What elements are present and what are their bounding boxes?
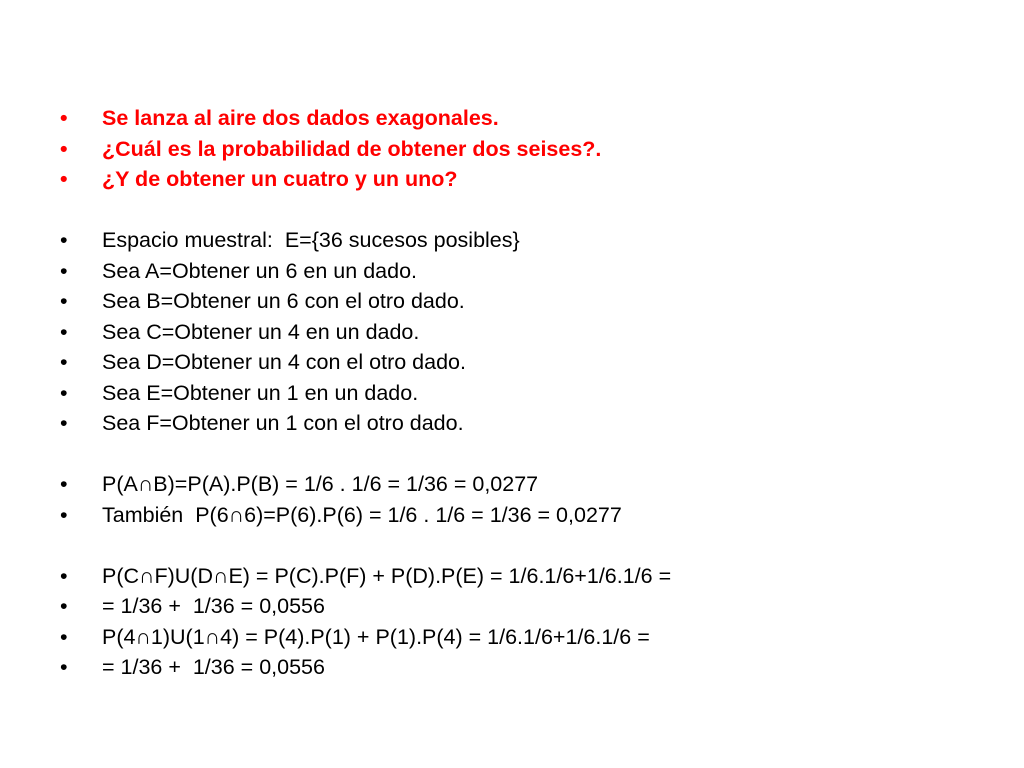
bullet-icon: • (60, 228, 68, 252)
event-item (58, 317, 998, 348)
formula-item (58, 652, 998, 683)
event-text: Espacio muestral: E={36 sucesos posibles} (102, 228, 520, 252)
bullet-icon: • (60, 411, 68, 435)
question-item (58, 164, 998, 195)
event-text: Sea B=Obtener un 6 con el otro dado. (102, 289, 465, 313)
bullet-icon: • (60, 472, 68, 496)
event-text: Sea E=Obtener un 1 en un dado. (102, 380, 419, 405)
event-text: Sea A=Obtener un 6 en un dado. (102, 258, 417, 283)
event-item (58, 408, 998, 439)
formula-text: P(A∩B)=P(A).P(B) = 1/6 . 1/6 = 1/36 = 0,0277 (102, 472, 539, 496)
formula-item (58, 469, 998, 500)
event-text: Sea F=Obtener un 1 con el otro dado. (102, 411, 464, 435)
bullet-icon: • (60, 258, 68, 283)
bullet-icon: • (60, 167, 68, 191)
formula-item (58, 500, 998, 531)
question-text: ¿Y de obtener un cuatro y un uno? (102, 167, 458, 191)
event-item (58, 286, 998, 317)
formula-text: = 1/36 + 1/36 = 0,0556 (102, 655, 325, 679)
bullet-icon: • (60, 563, 68, 588)
event-item (58, 347, 998, 378)
formula-text: P(4∩1)U(1∩4) = P(4).P(1) + P(1).P(4) = 1/6.1/6+1/6.1/6 = (102, 624, 650, 649)
event-text: Sea D=Obtener un 4 con el otro dado. (102, 350, 466, 374)
event-item (58, 225, 998, 256)
formula-text: = 1/36 + 1/36 = 0,0556 (102, 594, 325, 618)
formula-text: También P(6∩6)=P(6).P(6) = 1/6 . 1/6 = 1/36 = 0,0277 (102, 502, 622, 527)
event-item (58, 378, 998, 409)
question-text: Se lanza al aire dos dados exagonales. (102, 106, 499, 130)
question-text: ¿Cuál es la probabilidad de obtener dos seises?. (102, 136, 602, 161)
bullet-icon: • (60, 136, 68, 161)
event-item (58, 256, 998, 287)
question-item (58, 103, 998, 134)
formula-item (58, 591, 998, 622)
blank-line (58, 195, 998, 226)
event-text: Sea C=Obtener un 4 en un dado. (102, 319, 420, 344)
formula-text: P(C∩F)U(D∩E) = P(C).P(F) + P(D).P(E) = 1/6.1/6+1/6.1/6 = (102, 563, 672, 588)
blank-line (58, 530, 998, 561)
bullet-list (58, 103, 998, 683)
bullet-icon: • (60, 502, 68, 527)
bullet-icon: • (60, 106, 68, 130)
blank-line (58, 439, 998, 470)
formula-item (58, 622, 998, 653)
formula-item (58, 561, 998, 592)
bullet-icon: • (60, 380, 68, 405)
bullet-icon: • (60, 319, 68, 344)
bullet-icon: • (60, 289, 68, 313)
bullet-icon: • (60, 624, 68, 649)
bullet-icon: • (60, 655, 68, 679)
bullet-icon: • (60, 594, 68, 618)
bullet-icon: • (60, 350, 68, 374)
question-item (58, 134, 998, 165)
